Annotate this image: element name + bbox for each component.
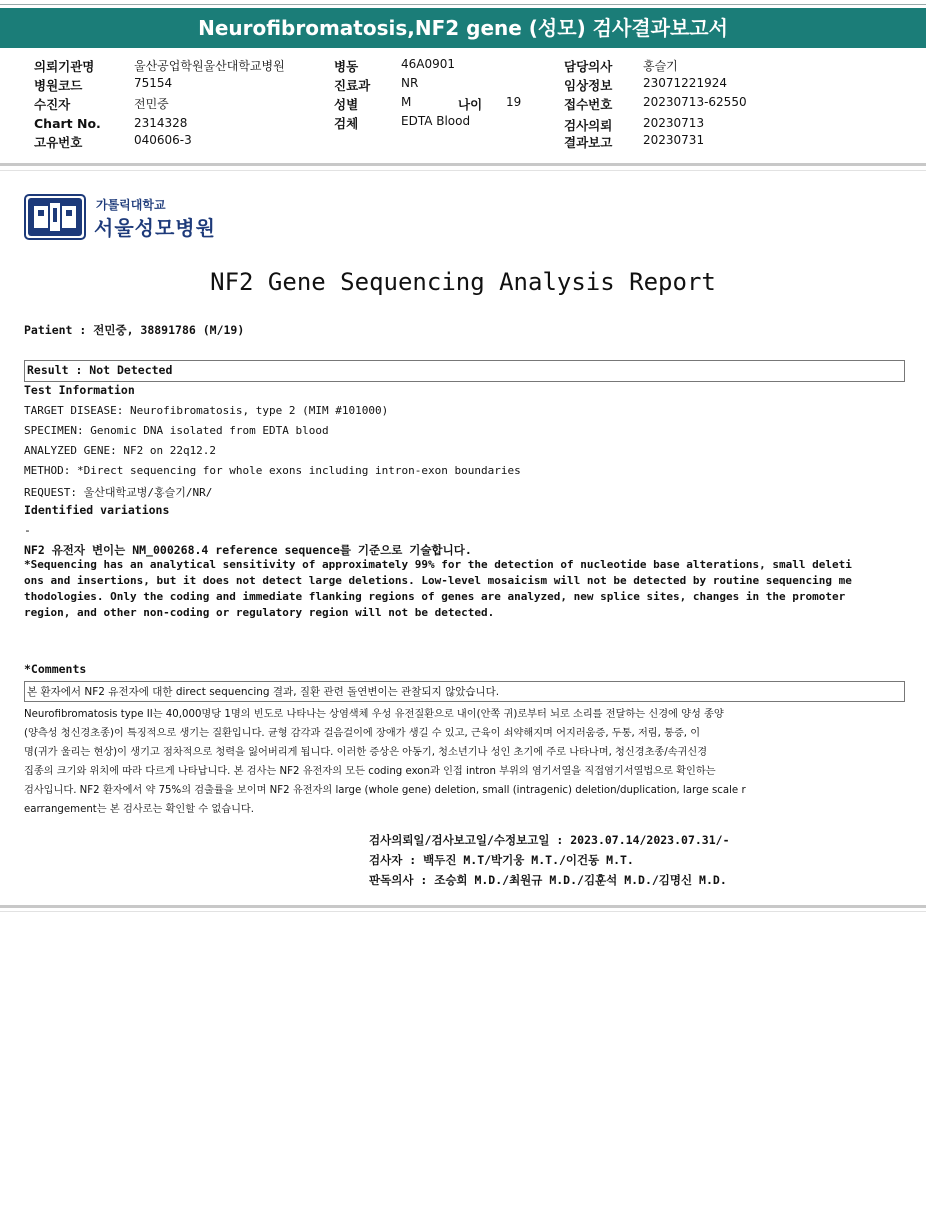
ward-label: 병동 — [334, 59, 359, 74]
comment-box-text: 본 환자에서 NF2 유전자에 대한 direct sequencing 결과, 질환 관련 돌연변이는 관찰되지 않았습니다. — [27, 686, 500, 698]
identified-variations-value: - — [24, 523, 31, 537]
ward-value: 46A0901 — [401, 57, 456, 71]
comments-heading: *Comments — [24, 662, 87, 676]
logo-university-name: 가톨릭대학교 — [96, 198, 166, 212]
patient-line: Patient : 전민중, 38891786 (M/19) — [24, 323, 245, 337]
reference-note: NF2 유전자 변이는 NM_000268.4 reference sequence를 기준으로 기술합니다. — [24, 543, 472, 557]
disclaimer — [24, 557, 904, 621]
disclaimer-line: ons and insertions, but it does not detect large deletions. Low-level mosaicism will not be detected by routine sequencing me — [24, 574, 852, 587]
header-divider — [0, 163, 926, 166]
receipt-no-label: 접수번호 — [564, 97, 613, 112]
analyzed-gene: ANALYZED GENE: NF2 on 22q12.2 — [24, 444, 217, 457]
test-info-heading: Test Information — [24, 383, 135, 397]
request-date-label: 검사의뢰 — [564, 118, 613, 133]
age-label: 나이 — [458, 97, 483, 112]
doctor-value: 홍슬기 — [643, 59, 678, 73]
clinical-info-value: 23071221924 — [643, 76, 727, 90]
comment-line: (양측성 청신경초종)이 특징적으로 생기는 질환입니다. 균형 감각과 걸음걸이에 장애가 생길 수 있고, 근육이 쇠약해지며 어지러움증, 두통, 저림, 통증, 이 — [24, 728, 701, 739]
patient-value: 전민중 — [134, 97, 169, 111]
catholic-university-emblem-icon — [24, 194, 86, 240]
specimen-info: SPECIMEN: Genomic DNA isolated from EDTA blood — [24, 424, 329, 437]
report-title: NF2 Gene Sequencing Analysis Report — [210, 268, 716, 296]
identified-variations-heading: Identified variations — [24, 503, 170, 517]
specimen-label: 검체 — [334, 116, 359, 131]
receipt-no-value: 20230713-62550 — [643, 95, 747, 109]
footer-divider-thin — [0, 911, 926, 912]
report-dates: 검사의뢰일/검사보고일/수정보고일 : 2023.07.14/2023.07.31/- — [369, 833, 730, 847]
report-date-value: 20230731 — [643, 133, 705, 147]
result-text: Result : Not Detected — [27, 363, 173, 377]
header-divider-thin — [0, 170, 926, 171]
doctor-label: 담당의사 — [564, 59, 613, 74]
unique-no-label: 고유번호 — [34, 135, 83, 150]
disclaimer-line: *Sequencing has an analytical sensitivity of approximately 99% for the detection of nucleotide base alterations, small deleti — [24, 558, 852, 571]
sex-label: 성별 — [334, 97, 359, 112]
institution-label: 의뢰기관명 — [34, 59, 95, 74]
top-border — [0, 4, 926, 5]
comment-body — [24, 705, 746, 819]
specimen-value: EDTA Blood — [401, 114, 471, 128]
method: METHOD: *Direct sequencing for whole exons including intron-exon boundaries — [24, 464, 521, 477]
comment-line: earrangement는 본 검사로는 확인할 수 없습니다. — [24, 804, 254, 815]
request-info: REQUEST: 울산대학교병/홍슬기/NR/ — [24, 486, 213, 499]
logo-hospital-name: 서울성모병원 — [94, 216, 216, 240]
report-date-label: 결과보고 — [564, 135, 613, 150]
reading-physicians: 판독의사 : 조승희 M.D./최원규 M.D./김훈석 M.D./김명신 M.D. — [369, 873, 727, 887]
report-header-title: Neurofibromatosis,NF2 gene (성모) 검사결과보고서 — [0, 8, 926, 48]
comment-line: 명(귀가 울리는 현상)이 생기고 점차적으로 청력을 잃어버리게 됩니다. 이러한 증상은 아동기, 청소년기나 성인 초기에 주로 나타나며, 청신경초종/속귀신경 — [24, 747, 708, 758]
patient-label: 수진자 — [34, 97, 71, 112]
hospital-code-value: 75154 — [134, 76, 173, 90]
comment-line: Neurofibromatosis type II는 40,000명당 1명의 빈도로 나타나는 상염색체 우성 유전질환으로 내이(안쪽 귀)로부터 뇌로 소리를 전달하는 신경에 양성 종양 — [24, 709, 724, 720]
age-value: 19 — [506, 95, 522, 109]
sex-value: M — [401, 95, 412, 109]
comment-line: 검사입니다. NF2 환자에서 약 75%의 검출률을 보이며 NF2 유전자의 large (whole gene) deletion, small (intragenic) deletion/duplication, large scale r — [24, 785, 746, 796]
patient-info-panel — [0, 52, 926, 164]
target-disease: TARGET DISEASE: Neurofibromatosis, type 2 (MIM #101000) — [24, 404, 389, 417]
dept-value: NR — [401, 76, 419, 90]
disclaimer-line: region, and other non-coding or regulatory region will not be detected. — [24, 606, 495, 619]
dept-label: 진료과 — [334, 78, 371, 93]
technicians: 검사자 : 백두진 M.T/박기웅 M.T./이건동 M.T. — [369, 853, 634, 867]
hospital-code-label: 병원코드 — [34, 78, 83, 93]
unique-no-value: 040606-3 — [134, 133, 192, 147]
institution-value: 울산공업학원울산대학교병원 — [134, 59, 285, 73]
comment-line: 집종의 크기와 위치에 따라 다르게 나타납니다. 본 검사는 NF2 유전자의 모든 coding exon과 인접 intron 부위의 염기서열을 직접염기서열법으로 확인하는 — [24, 766, 716, 777]
disclaimer-line: thodologies. Only the coding and immediate flanking regions of genes are analyzed, new splice sites, changes in the promoter — [24, 590, 846, 603]
request-date-value: 20230713 — [643, 116, 705, 130]
chart-no-value: 2314328 — [134, 116, 188, 130]
chart-no-label: Chart No. — [34, 116, 101, 131]
clinical-info-label: 임상정보 — [564, 78, 613, 93]
footer-divider — [0, 905, 926, 908]
